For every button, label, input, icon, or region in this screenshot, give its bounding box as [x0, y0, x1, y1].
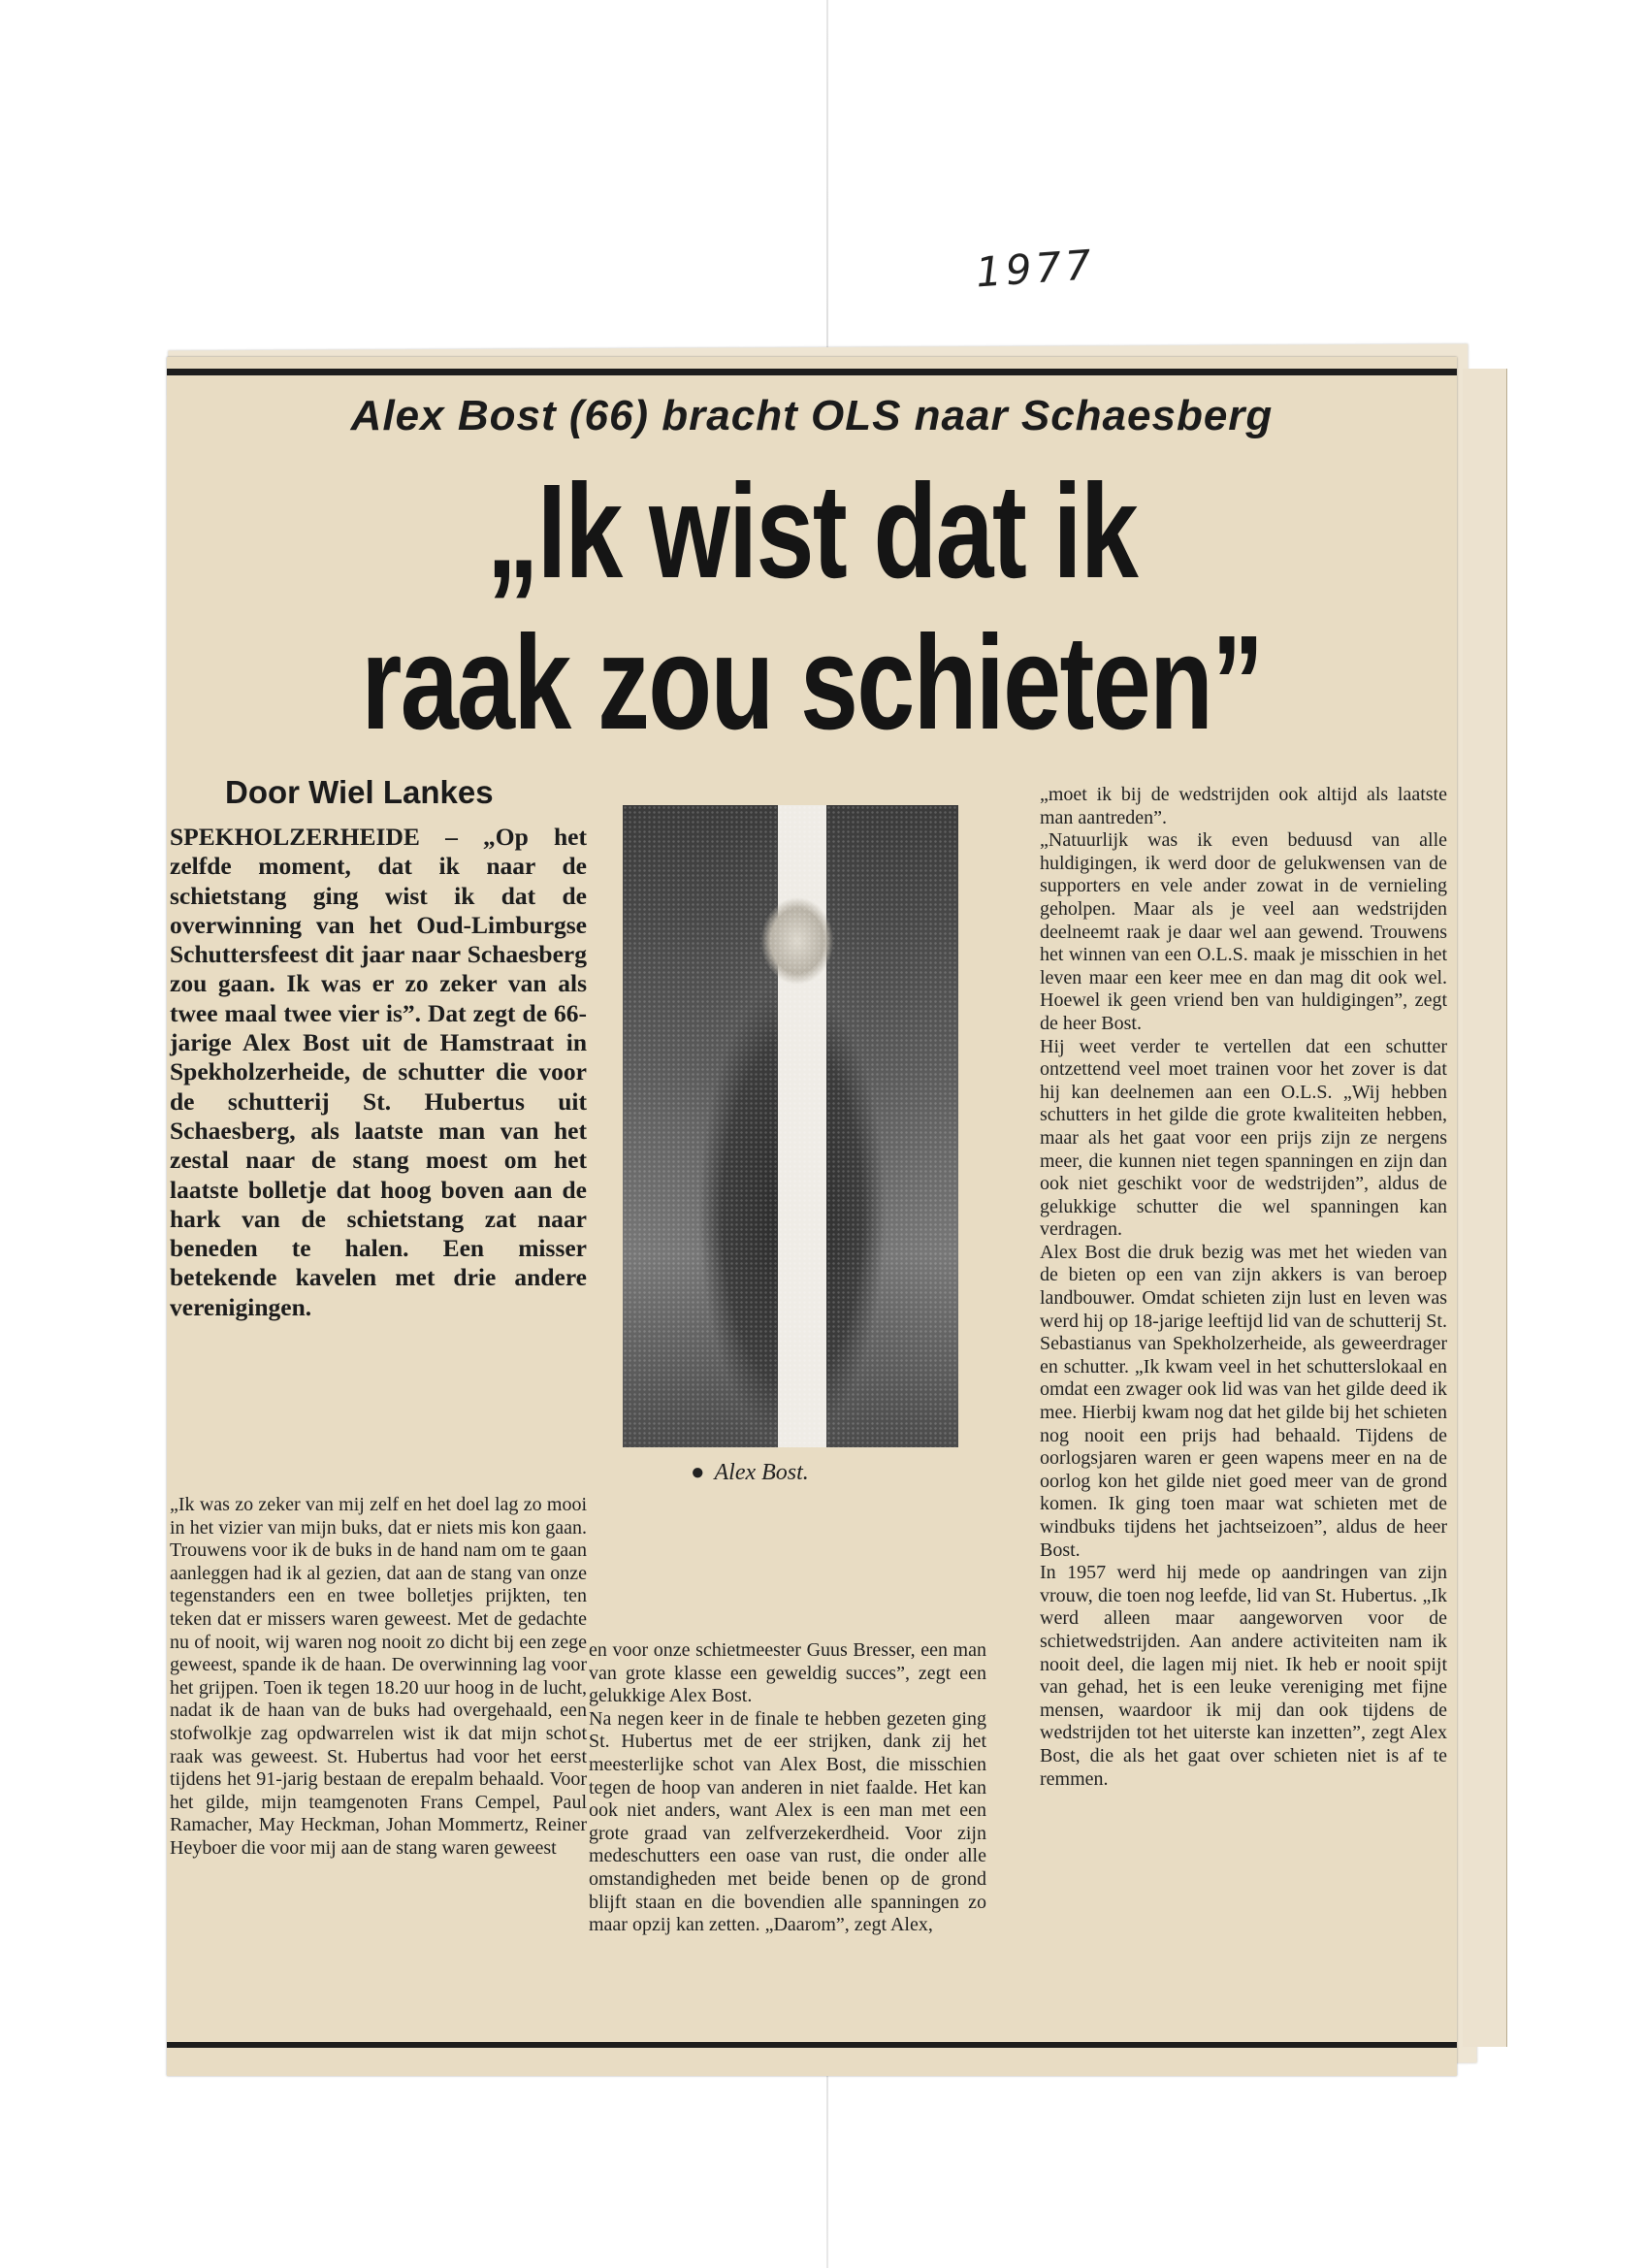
- paragraph: Hij weet verder te vertellen dat een schutter ontzettend veel moet trainen voor het zover is dat hij kan deelnemen aan een O.L.S. „Wij hebben schutters in het gilde die grote kwaliteiten hebben, maar als het gaat voor een prijs zijn ze nergens meer, die kunnen niet tegen spanningen en zijn dan ook niet geschikt voor de wedstrijden”, aldus de gelukkige schutter die wel spanningen kan verdragen.: [1040, 1035, 1447, 1241]
- article-photo: [623, 805, 958, 1447]
- headline-line-2: raak zou schieten”: [361, 608, 1263, 758]
- handwritten-year: 1977: [974, 241, 1097, 297]
- photo-caption: [691, 1460, 943, 1486]
- paragraph: Alex Bost die druk bezig was met het wieden van de bieten op een van zijn akkers is van beroep landbouwer. Omdat schieten zijn lust en leven was werd hij op 18-jarige leeftijd lid van de schutterij St. Sebastianus van Spekholzerheide, als geweerdrager en schutter. „Ik kwam veel in het schutterslokaal en omdat een zwager ook lid was van het gilde deed ik mee. Hierbij kwam nog dat het gilde bij het schieten nog nooit een prijs had behaald. Tijdens de oorlogsjaren waren er geen wapens meer en na de oorlog kon het gilde niet goed meer van de grond komen. Ik ging toen maar wat schieten met de windbuks tijdens het jachtseizoen”, aldus de heer Bost.: [1040, 1241, 1447, 1561]
- article-column-2: [589, 1639, 986, 1937]
- article-headline: [308, 456, 1314, 759]
- paragraph: „Natuurlijk was ik even beduusd van alle huldigingen, ik werd door de gelukwensen van de supporters en vele ander zowat in de vernieling geholpen. Maar als je veel aan wedstrijden deelneemt raak je daar wel aan gewend. Trouwens het winnen van een O.L.S. maak je misschien in het leven maar een keer mee en dan mag dit ook wel. Hoewel ik geen vriend ben van huldigingen”, zegt de heer Bost.: [1040, 829, 1447, 1034]
- top-rule: [167, 369, 1457, 375]
- paragraph: en voor onze schietmeester Guus Bresser, een man van grote klasse een geweldig succes”, zegt een gelukkige Alex Bost.: [589, 1639, 986, 1707]
- bullet-icon: ●: [691, 1460, 705, 1485]
- caption-text: Alex Bost.: [714, 1460, 809, 1485]
- photo-halftone: [623, 805, 958, 1447]
- paragraph: In 1957 werd hij mede op aandringen van zijn vrouw, die toen nog leefde, lid van St. Hubertus. „Ik werd alleen maar aangeworven voor de schietwedstrijden. Aan andere activiteiten nam ik nooit deel, die lagen mij niet. Ik heb er nooit spijt van gehad, het is een leuke vereniging met fijne mensen, waardoor ik mij dan ook tijdens de wedstrijden tot het uiterste kan inzetten”, zegt Alex Bost, die als het gaat over schieten niet is af te remmen.: [1040, 1562, 1447, 1790]
- headline-line-1: „Ik wist dat ik: [486, 457, 1138, 606]
- article-kicker: Alex Bost (66) bracht OLS naar Schaesberg: [350, 392, 1274, 439]
- clipping-edge: [1463, 369, 1507, 2047]
- paragraph: „Ik was zo zeker van mij zelf en het doel lag zo mooi in het vizier van mijn buks, dat er niets mis kon gaan. Trouwens voor ik de buks in de hand nam om te gaan aanleggen had ik al gezien, dat aan de stang van onze tegenstanders een en twee bolletjes prijkten, ten teken dat er missers waren geweest. Met de gedachte nu of nooit, wij waren nog nooit zo dicht bij een zege geweest, spande ik de haan. De overwinning lag voor het grijpen. Toen ik tegen 18.20 uur hoog in de lucht, nadat ik de haan van de buks had overgehaald, een stofwolkje zag opdwarrelen wist ik dat mijn schot raak was geweest. St. Hubertus had voor het eerst tijdens het 91-jarig bestaan de erepalm behaald. Voor het gilde, mijn teamgenoten Frans Cempel, Paul Ramacher, May Heckman, Johan Mommertz, Reiner Heyboer die voor mij aan de stang waren geweest: [170, 1494, 587, 1859]
- paragraph: „moet ik bij de wedstrijden ook altijd als laatste man aantreden”.: [1040, 784, 1447, 828]
- paragraph: Na negen keer in de finale te hebben gezeten ging St. Hubertus met de eer strijken, dank zij het meesterlijke schot van Alex Bost, die misschien tegen de hoop van anderen in niet faalde. Het kan ook niet anders, want Alex is een man met een grote graad van zelfverzekerdheid. Voor zijn medeschutters een oase van rust, die onder alle omstandigheden met beide benen op de grond blijft staan en die bovendien alle spanningen zo maar opzij kan zetten. „Daarom”, zegt Alex,: [589, 1707, 986, 1936]
- article-column-3: [1040, 784, 1447, 1791]
- newspaper-clipping: [167, 357, 1457, 2076]
- article-byline: Door Wiel Lankes: [225, 774, 494, 810]
- article-column-1: [170, 1494, 587, 1861]
- article-lead: SPEKHOLZERHEIDE – „Op het zelfde moment, dat ik naar de schietstang ging wist ik dat de overwinning van het Oud-Limburgse Schuttersfeest dit jaar naar Schaesberg zou gaan. Ik was er zo zeker van als twee maal twee vier is”. Dat zegt de 66-jarige Alex Bost uit de Hamstraat in Spekholzerheide, de schutter die voor de schutterij St. Hubertus uit Schaesberg, als laatste man van het zestal naar de stang moest om het laatste bolletje dat hoog boven aan de hark van de schietstang zat naar beneden te halen. Een misser betekende kavelen met drie andere verenigingen.: [170, 823, 587, 1321]
- bottom-rule: [167, 2042, 1457, 2048]
